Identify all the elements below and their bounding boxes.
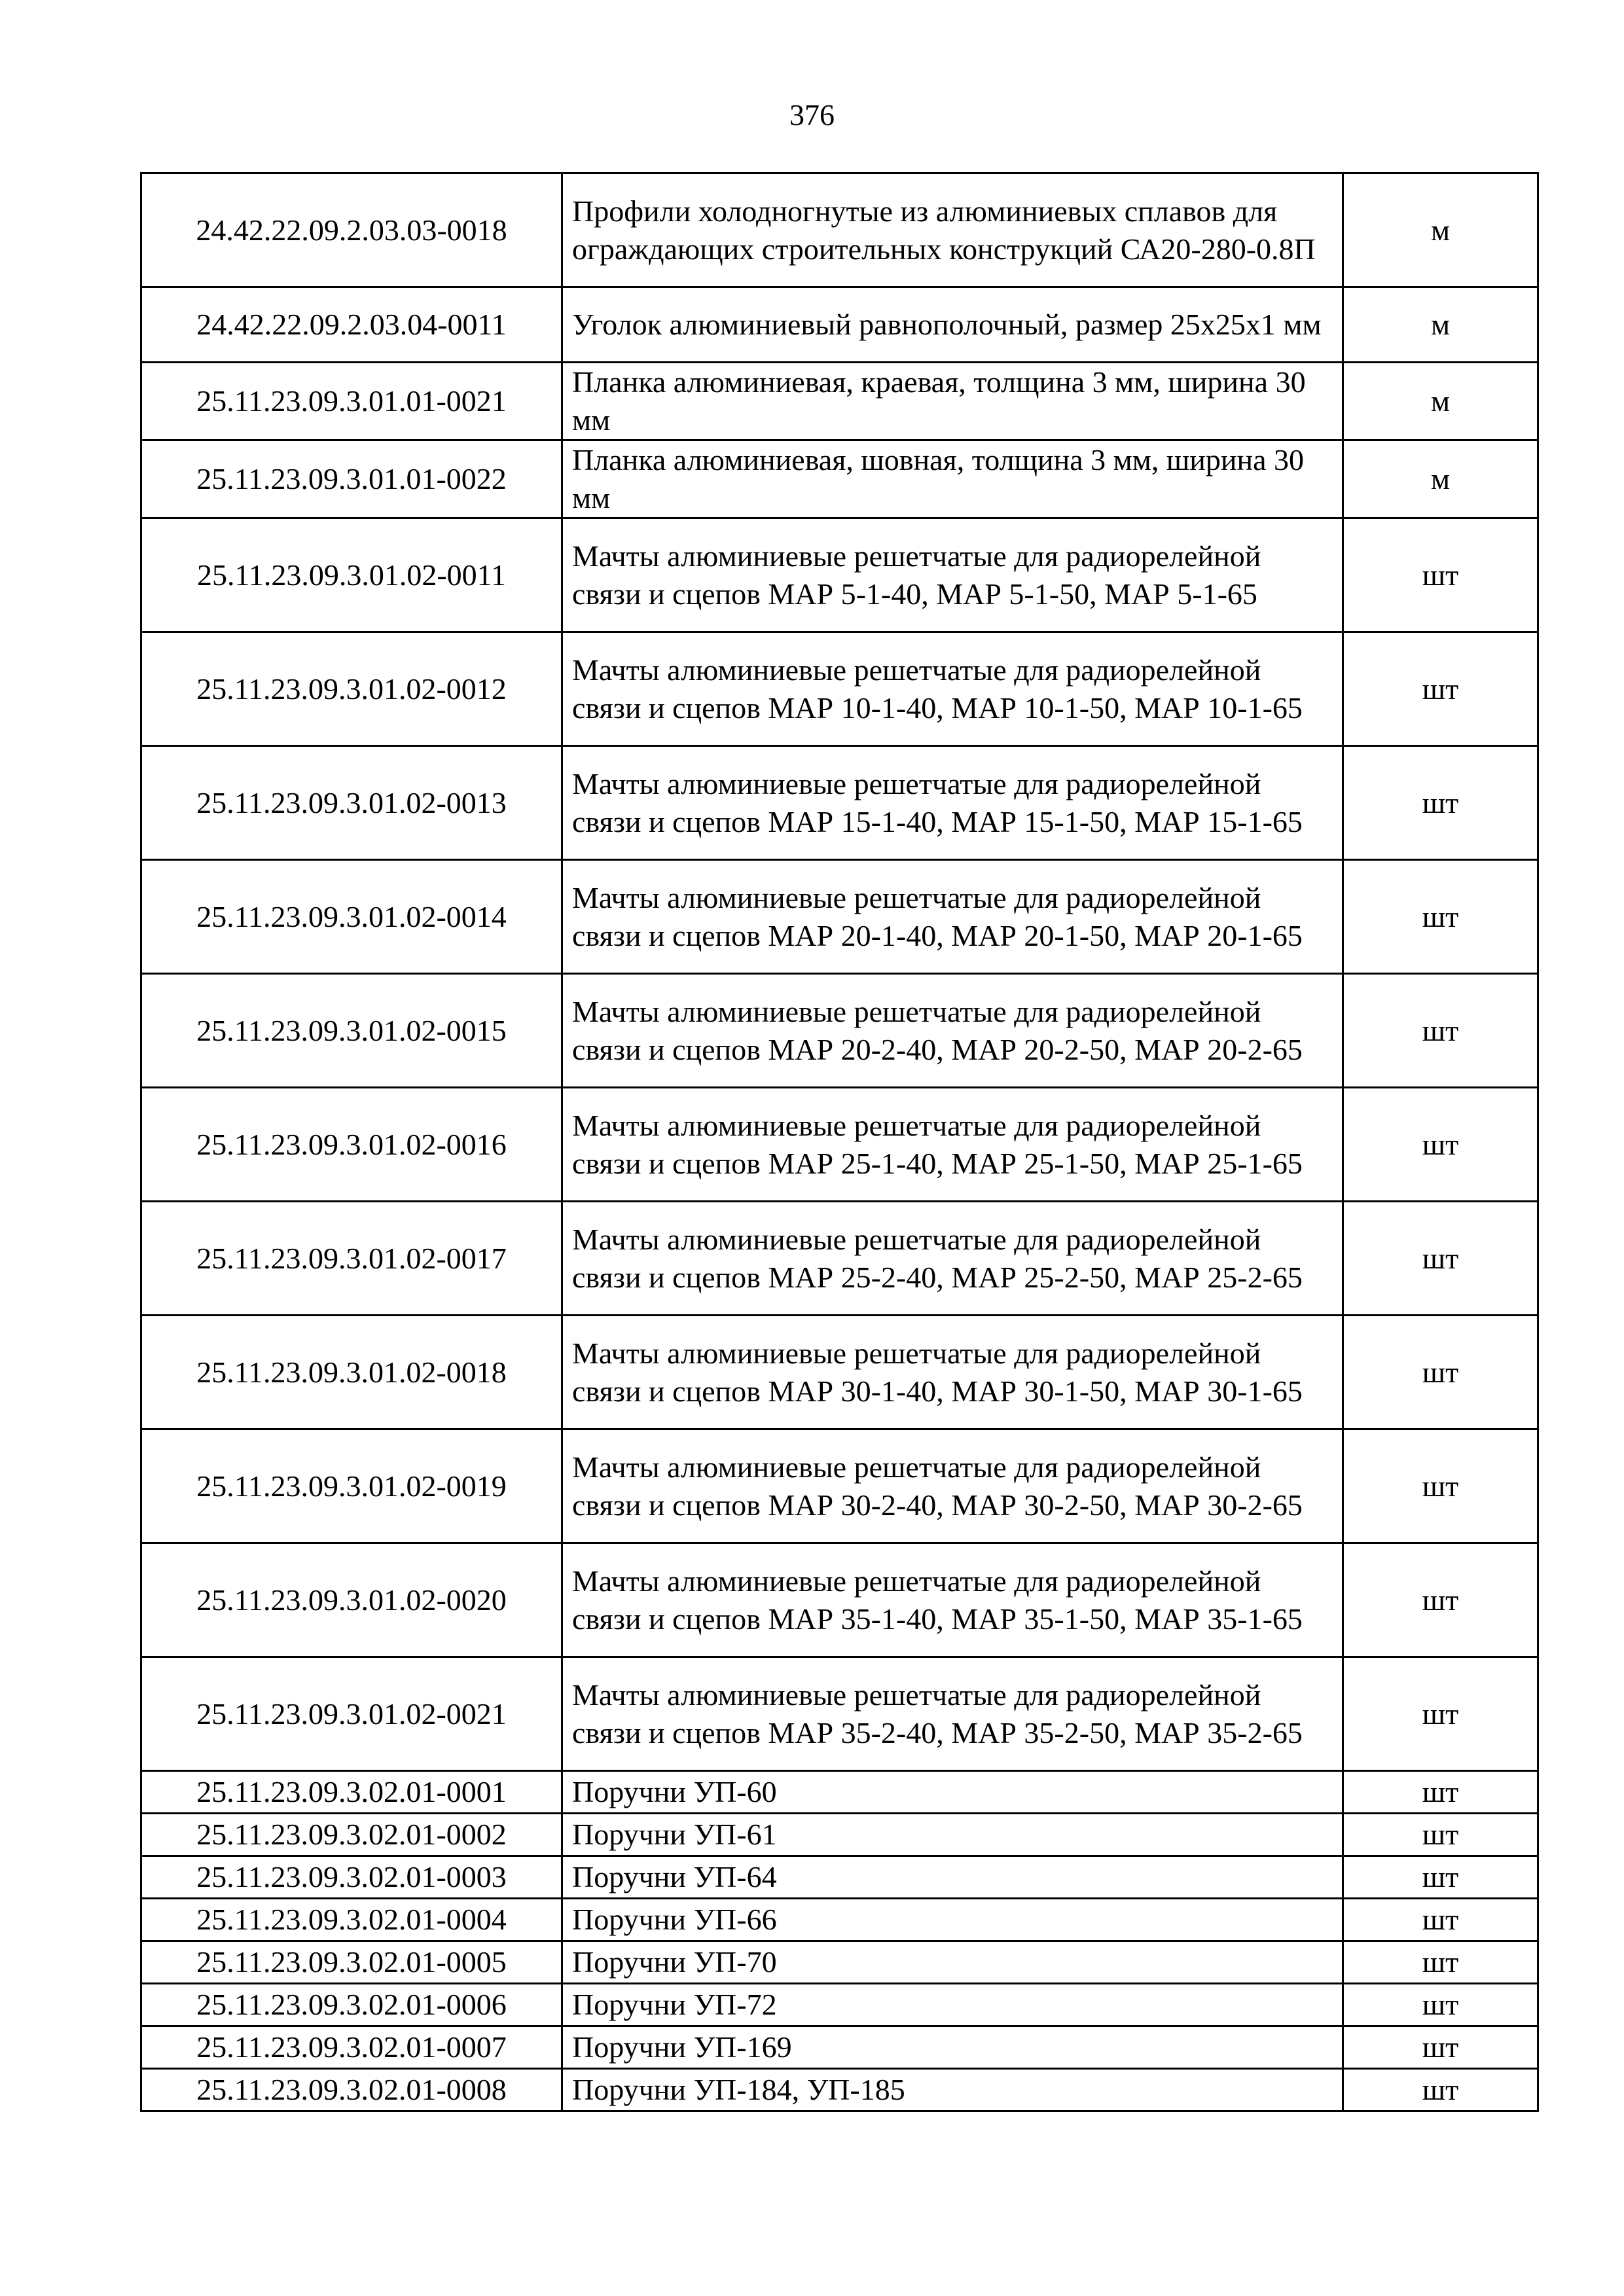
description-cell: Мачты алюминиевые решетчатые для радиорелейной связи и сцепов МАР 30-2-40, МАР 30-2-50, МАР 30-2-65 — [562, 1429, 1343, 1543]
description-cell: Поручни УП-72 — [562, 1984, 1343, 2026]
description-cell: Поручни УП-61 — [562, 1814, 1343, 1856]
table-row — [141, 974, 1538, 1088]
table-row — [141, 860, 1538, 974]
table-row — [141, 1657, 1538, 1771]
unit-cell: шт — [1343, 974, 1538, 1088]
unit-cell: шт — [1343, 1657, 1538, 1771]
code-cell: 25.11.23.09.3.02.01-0006 — [141, 1984, 562, 2026]
description-cell: Мачты алюминиевые решетчатые для радиорелейной связи и сцепов МАР 20-1-40, МАР 20-1-50, МАР 20-1-65 — [562, 860, 1343, 974]
description-cell: Профили холодногнутые из алюминиевых сплавов для ограждающих строительных конструкций СА20-280-0.8П — [562, 173, 1343, 287]
unit-cell: шт — [1343, 1429, 1538, 1543]
description-cell: Поручни УП-64 — [562, 1856, 1343, 1899]
unit-cell: шт — [1343, 1899, 1538, 1941]
description-cell: Мачты алюминиевые решетчатые для радиорелейной связи и сцепов МАР 5-1-40, МАР 5-1-50, МАР 5-1-65 — [562, 518, 1343, 632]
code-cell: 25.11.23.09.3.01.02-0020 — [141, 1543, 562, 1657]
table-row — [141, 1429, 1538, 1543]
unit-cell: шт — [1343, 2026, 1538, 2069]
table-row — [141, 1899, 1538, 1941]
page-number: 376 — [789, 98, 835, 132]
unit-cell: шт — [1343, 1771, 1538, 1814]
unit-cell: м — [1343, 363, 1538, 440]
table-row — [141, 440, 1538, 518]
description-cell: Поручни УП-60 — [562, 1771, 1343, 1814]
materials-table — [140, 172, 1539, 2112]
description-cell: Мачты алюминиевые решетчатые для радиорелейной связи и сцепов МАР 10-1-40, МАР 10-1-50, МАР 10-1-65 — [562, 632, 1343, 746]
description-cell: Планка алюминиевая, шовная, толщина 3 мм, ширина 30 мм — [562, 440, 1343, 518]
unit-cell: шт — [1343, 1814, 1538, 1856]
code-cell: 25.11.23.09.3.01.02-0012 — [141, 632, 562, 746]
description-cell: Мачты алюминиевые решетчатые для радиорелейной связи и сцепов МАР 20-2-40, МАР 20-2-50, МАР 20-2-65 — [562, 974, 1343, 1088]
unit-cell: м — [1343, 173, 1538, 287]
unit-cell: шт — [1343, 1941, 1538, 1984]
unit-cell: шт — [1343, 1856, 1538, 1899]
unit-cell: м — [1343, 287, 1538, 363]
code-cell: 25.11.23.09.3.01.02-0016 — [141, 1088, 562, 1202]
unit-cell: шт — [1343, 2069, 1538, 2111]
description-cell: Мачты алюминиевые решетчатые для радиорелейной связи и сцепов МАР 25-1-40, МАР 25-1-50, МАР 25-1-65 — [562, 1088, 1343, 1202]
unit-cell: шт — [1343, 1984, 1538, 2026]
unit-cell: шт — [1343, 1316, 1538, 1429]
unit-cell: шт — [1343, 746, 1538, 860]
description-cell: Поручни УП-70 — [562, 1941, 1343, 1984]
description-cell: Поручни УП-169 — [562, 2026, 1343, 2069]
code-cell: 25.11.23.09.3.01.02-0013 — [141, 746, 562, 860]
unit-cell: шт — [1343, 632, 1538, 746]
table-row — [141, 1543, 1538, 1657]
description-cell: Мачты алюминиевые решетчатые для радиорелейной связи и сцепов МАР 35-2-40, МАР 35-2-50, МАР 35-2-65 — [562, 1657, 1343, 1771]
code-cell: 25.11.23.09.3.02.01-0004 — [141, 1899, 562, 1941]
table-row — [141, 632, 1538, 746]
unit-cell: шт — [1343, 1543, 1538, 1657]
description-cell: Мачты алюминиевые решетчатые для радиорелейной связи и сцепов МАР 30-1-40, МАР 30-1-50, МАР 30-1-65 — [562, 1316, 1343, 1429]
table-row — [141, 1856, 1538, 1899]
code-cell: 25.11.23.09.3.01.01-0021 — [141, 363, 562, 440]
code-cell: 25.11.23.09.3.01.02-0018 — [141, 1316, 562, 1429]
code-cell: 25.11.23.09.3.01.02-0015 — [141, 974, 562, 1088]
code-cell: 25.11.23.09.3.02.01-0003 — [141, 1856, 562, 1899]
description-cell: Поручни УП-66 — [562, 1899, 1343, 1941]
description-cell: Уголок алюминиевый равнополочный, размер 25х25х1 мм — [562, 287, 1343, 363]
table-row — [141, 363, 1538, 440]
table-row — [141, 1771, 1538, 1814]
table-row — [141, 2069, 1538, 2111]
table-row — [141, 1316, 1538, 1429]
description-cell: Мачты алюминиевые решетчатые для радиорелейной связи и сцепов МАР 35-1-40, МАР 35-1-50, МАР 35-1-65 — [562, 1543, 1343, 1657]
table-row — [141, 2026, 1538, 2069]
table-row — [141, 1202, 1538, 1316]
code-cell: 25.11.23.09.3.01.02-0014 — [141, 860, 562, 974]
code-cell: 25.11.23.09.3.02.01-0001 — [141, 1771, 562, 1814]
table-row — [141, 1088, 1538, 1202]
code-cell: 24.42.22.09.2.03.04-0011 — [141, 287, 562, 363]
table-row — [141, 746, 1538, 860]
code-cell: 25.11.23.09.3.02.01-0005 — [141, 1941, 562, 1984]
code-cell: 25.11.23.09.3.01.02-0019 — [141, 1429, 562, 1543]
table-row — [141, 173, 1538, 287]
unit-cell: шт — [1343, 518, 1538, 632]
code-cell: 25.11.23.09.3.01.02-0011 — [141, 518, 562, 632]
description-cell: Планка алюминиевая, краевая, толщина 3 мм, ширина 30 мм — [562, 363, 1343, 440]
unit-cell: м — [1343, 440, 1538, 518]
table-row — [141, 1814, 1538, 1856]
unit-cell: шт — [1343, 860, 1538, 974]
table-row — [141, 287, 1538, 363]
unit-cell: шт — [1343, 1202, 1538, 1316]
code-cell: 25.11.23.09.3.02.01-0008 — [141, 2069, 562, 2111]
code-cell: 25.11.23.09.3.01.02-0021 — [141, 1657, 562, 1771]
code-cell: 24.42.22.09.2.03.03-0018 — [141, 173, 562, 287]
code-cell: 25.11.23.09.3.02.01-0002 — [141, 1814, 562, 1856]
code-cell: 25.11.23.09.3.01.01-0022 — [141, 440, 562, 518]
description-cell: Мачты алюминиевые решетчатые для радиорелейной связи и сцепов МАР 25-2-40, МАР 25-2-50, МАР 25-2-65 — [562, 1202, 1343, 1316]
description-cell: Мачты алюминиевые решетчатые для радиорелейной связи и сцепов МАР 15-1-40, МАР 15-1-50, МАР 15-1-65 — [562, 746, 1343, 860]
description-cell: Поручни УП-184, УП-185 — [562, 2069, 1343, 2111]
code-cell: 25.11.23.09.3.02.01-0007 — [141, 2026, 562, 2069]
table-row — [141, 1941, 1538, 1984]
table-row — [141, 518, 1538, 632]
code-cell: 25.11.23.09.3.01.02-0017 — [141, 1202, 562, 1316]
unit-cell: шт — [1343, 1088, 1538, 1202]
table-row — [141, 1984, 1538, 2026]
